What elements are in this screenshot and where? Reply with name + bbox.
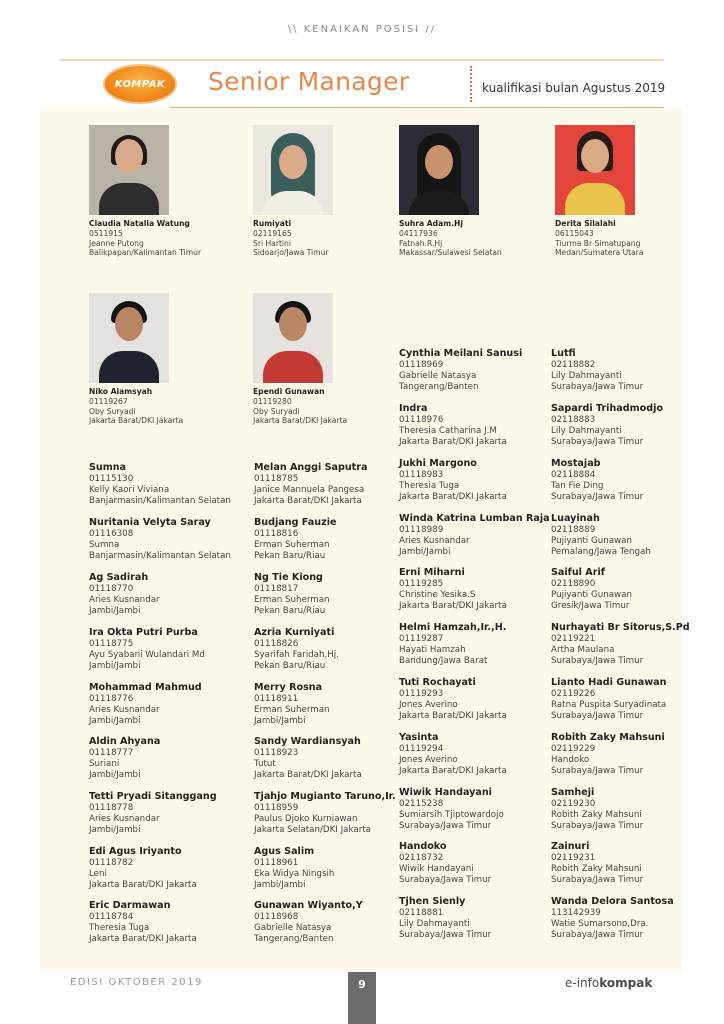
member-sponsor: Wiwik Handayani xyxy=(399,863,474,874)
member-entry xyxy=(551,622,716,667)
member-sponsor: Erman Suherman xyxy=(254,594,330,605)
member-location: Surabaya/Jawa Timur xyxy=(551,874,644,885)
member-id: 01118983 xyxy=(399,469,444,480)
member-location: Surabaya/Jawa Timur xyxy=(399,874,492,885)
member-sponsor: Aries Kusnandar xyxy=(399,535,470,546)
member-location: Bandung/Jawa Barat xyxy=(399,655,488,666)
member-name: Luayinah xyxy=(551,513,600,524)
member-name: Ng Tie Kiong xyxy=(254,572,323,583)
profile-photo xyxy=(89,125,169,215)
member-entry xyxy=(551,787,716,832)
member-sponsor: Leni xyxy=(89,868,107,879)
member-location: Surabaya/Jawa Timur xyxy=(551,820,644,831)
member-entry xyxy=(89,517,254,562)
member-sponsor: Lily Dahmayanti xyxy=(399,918,470,929)
member-location: Jambi/Jambi xyxy=(89,660,141,671)
member-sponsor: Handoko xyxy=(551,754,590,765)
member-location: Jakarta Barat/DKI Jakarta xyxy=(399,765,507,776)
member-id: 01118817 xyxy=(254,583,299,594)
member-name: Robith Zaky Mahsuni xyxy=(551,732,665,743)
member-sponsor: Ratna Puspita Suryadinata xyxy=(551,699,667,710)
brand-footer xyxy=(565,976,652,990)
member-location: Surabaya/Jawa Timur xyxy=(551,436,644,447)
member-sponsor: Christine Yesika.S xyxy=(399,589,476,600)
member-name: Sapardi Trihadmodjo xyxy=(551,403,663,414)
member-entry xyxy=(254,682,419,727)
member-sponsor: Tutut xyxy=(254,758,276,769)
member-entry xyxy=(399,458,564,503)
page-title: Senior Manager xyxy=(208,67,410,96)
member-name: Indra xyxy=(399,403,428,414)
member-entry xyxy=(551,567,716,612)
profile-id: 01119267 xyxy=(89,397,128,406)
member-location: Tangerang/Banten xyxy=(254,933,334,944)
member-sponsor: Lily Dahmayanti xyxy=(551,370,622,381)
member-sponsor: Gabrielle Natasya xyxy=(254,922,332,933)
kompak-logo xyxy=(103,64,177,104)
member-entry xyxy=(551,513,716,558)
member-location: Jakarta Barat/DKI Jakarta xyxy=(254,769,362,780)
member-sponsor: Sumna xyxy=(89,539,120,550)
member-entry xyxy=(399,513,564,558)
member-location: Surabaya/Jawa Timur xyxy=(551,381,644,392)
member-id: 01118969 xyxy=(399,359,444,370)
member-location: Jambi/Jambi xyxy=(89,769,141,780)
member-location: Pekan Baru/Riau xyxy=(254,660,326,671)
member-entry xyxy=(399,567,564,612)
member-location: Jakarta Barat/DKI Jakarta xyxy=(89,879,197,890)
member-id: 01119294 xyxy=(399,743,444,754)
member-id: 01118989 xyxy=(399,524,444,535)
member-name: Wanda Delora Santosa xyxy=(551,896,674,907)
member-location: Surabaya/Jawa Timur xyxy=(399,820,492,831)
member-entry xyxy=(399,896,564,941)
member-entry xyxy=(551,458,716,503)
member-entry xyxy=(89,627,254,672)
member-location: Tangerang/Banten xyxy=(399,381,479,392)
profile-photo xyxy=(555,125,635,215)
member-sponsor: Watie Sumarsono,Dra. xyxy=(551,918,649,929)
member-sponsor: Robith Zaky Mahsuni xyxy=(551,863,642,874)
member-name: Helmi Hamzah,Ir.,H. xyxy=(399,622,507,633)
member-name: Agus Salim xyxy=(254,846,315,857)
member-sponsor: Theresia Catharina J.M xyxy=(399,425,497,436)
member-id: 01118816 xyxy=(254,528,299,539)
member-id: 01119285 xyxy=(399,578,444,589)
member-name: Eric Darmawan xyxy=(89,900,171,911)
profile-name: Claudia Natalia Watung xyxy=(89,219,190,228)
member-name: Jukhi Margono xyxy=(399,458,477,469)
member-location: Surabaya/Jawa Timur xyxy=(551,765,644,776)
member-location: Surabaya/Jawa Timur xyxy=(551,655,644,666)
member-entry xyxy=(254,572,419,617)
profile-id: 04117936 xyxy=(399,229,438,238)
member-id: 01118785 xyxy=(254,473,299,484)
member-name: Wiwik Handayani xyxy=(399,787,492,798)
profile-name: Ependi Gunawan xyxy=(253,387,325,396)
member-sponsor: Theresia Tuga xyxy=(89,922,150,933)
profile-photo xyxy=(399,125,479,215)
profile-id: 0511915 xyxy=(89,229,123,238)
profile-location: Sidoarjo/Jawa Timur xyxy=(253,248,329,258)
brand-prefix: e-info xyxy=(565,976,600,990)
member-id: 01118923 xyxy=(254,747,299,758)
member-id: 01118911 xyxy=(254,693,299,704)
member-id: 01118775 xyxy=(89,638,134,649)
profile-name: Suhra Adam.Hj xyxy=(399,219,463,228)
member-name: Mostajab xyxy=(551,458,601,469)
featured-profile xyxy=(89,293,239,426)
member-location: Jakarta Barat/DKI Jakarta xyxy=(399,600,507,611)
member-entry xyxy=(399,403,564,448)
member-location: Jambi/Jambi xyxy=(89,824,141,835)
member-id: 02118732 xyxy=(399,852,444,863)
member-location: Jakarta Barat/DKI Jakarta xyxy=(399,710,507,721)
member-name: Tuti Rochayati xyxy=(399,677,476,688)
member-name: Gunawan Wiyanto,Y xyxy=(254,900,363,911)
member-id: 01118976 xyxy=(399,414,444,425)
profile-sponsor: Fatnah.R.Hj xyxy=(399,238,443,248)
member-location: Banjarmasin/Kalimantan Selatan xyxy=(89,495,231,506)
member-entry xyxy=(254,900,419,945)
profile-name: Rumiyati xyxy=(253,219,292,228)
member-entry xyxy=(551,841,716,886)
member-location: Jakarta Barat/DKI Jakarta xyxy=(399,491,507,502)
member-name: Mohammad Mahmud xyxy=(89,682,202,693)
member-sponsor: Pujiyanti Gunawan xyxy=(551,589,632,600)
member-sponsor: Sumiarsih Tjiptowardojo xyxy=(399,809,504,820)
profile-photo xyxy=(253,125,333,215)
member-sponsor: Aries Kusnandar xyxy=(89,594,160,605)
profile-location: Makassar/Sulawesi Selatan xyxy=(399,248,502,258)
member-name: Budjang Fauzie xyxy=(254,517,337,528)
logo-text: KOMPAK xyxy=(114,78,166,90)
member-name: Sumna xyxy=(89,462,127,473)
member-entry xyxy=(399,622,564,667)
header-top-rule xyxy=(60,59,664,61)
featured-profile xyxy=(555,125,705,258)
member-name: Tetti Pryadi Sitanggang xyxy=(89,791,217,802)
member-entry xyxy=(89,736,254,781)
member-id: 02119230 xyxy=(551,798,596,809)
member-location: Pekan Baru/Riau xyxy=(254,605,326,616)
member-id: 02119231 xyxy=(551,852,596,863)
member-id: 01118826 xyxy=(254,638,299,649)
member-sponsor: Jones Averino xyxy=(399,699,458,710)
profile-id: 01119280 xyxy=(253,397,292,406)
title-divider xyxy=(470,66,472,102)
member-entry xyxy=(89,682,254,727)
member-id: 01118961 xyxy=(254,857,299,868)
member-location: Jambi/Jambi xyxy=(254,879,306,890)
member-entry xyxy=(89,900,254,945)
member-location: Banjarmasin/Kalimantan Selatan xyxy=(89,550,231,561)
member-sponsor: Artha Maulana xyxy=(551,644,615,655)
profile-id: 06115043 xyxy=(555,229,594,238)
member-sponsor: Erman Suherman xyxy=(254,539,330,550)
member-entry xyxy=(551,403,716,448)
qualification-subtitle: kualifikasi bulan Agustus 2019 xyxy=(482,81,666,95)
member-name: Tjhen Sienly xyxy=(399,896,466,907)
member-name: Melan Anggi Saputra xyxy=(254,462,368,473)
profile-location: Medan/Sumatera Utara xyxy=(555,248,644,258)
profile-name: Niko Alamsyah xyxy=(89,387,153,396)
member-location: Gresik/Jawa Timur xyxy=(551,600,630,611)
member-sponsor: Aries Kusnandar xyxy=(89,704,160,715)
member-sponsor: Suriani xyxy=(89,758,120,769)
section-tag: \\ KENAIKAN POSISI // xyxy=(287,24,437,35)
member-entry xyxy=(254,517,419,562)
featured-profile xyxy=(253,293,403,426)
member-name: Tjahjo Mugianto Taruno,Ir. xyxy=(254,791,396,802)
profile-sponsor: Sri Hartini xyxy=(253,238,291,248)
member-id: 02115238 xyxy=(399,798,444,809)
member-entry xyxy=(399,677,564,722)
member-sponsor: Pujiyanti Gunawan xyxy=(551,535,632,546)
member-entry xyxy=(254,736,419,781)
member-sponsor: Lily Dahmayanti xyxy=(551,425,622,436)
member-location: Pekan Baru/Riau xyxy=(254,550,326,561)
member-id: 02118881 xyxy=(399,907,444,918)
page-number: 9 xyxy=(358,978,366,991)
member-id: 01116308 xyxy=(89,528,134,539)
profile-location: Jakarta Barat/DKI Jakarta xyxy=(89,416,184,426)
member-location: Jambi/Jambi xyxy=(254,715,306,726)
edition-label: EDISI OKTOBER 2019 xyxy=(70,977,203,988)
member-name: Yasinta xyxy=(399,732,439,743)
member-id: 01118784 xyxy=(89,911,134,922)
member-id: 02118890 xyxy=(551,578,596,589)
member-entry xyxy=(89,791,254,836)
featured-profile xyxy=(89,125,239,258)
member-entry xyxy=(89,846,254,891)
member-entry xyxy=(399,787,564,832)
member-entry xyxy=(254,846,419,891)
profile-sponsor: Oby Suryadi xyxy=(89,406,136,416)
member-entry xyxy=(551,732,716,777)
member-name: Merry Rosna xyxy=(254,682,323,693)
member-location: Surabaya/Jawa Timur xyxy=(551,491,644,502)
member-sponsor: Janice Mannuela Pangesa xyxy=(254,484,365,495)
member-id: 01118968 xyxy=(254,911,299,922)
member-location: Jakarta Barat/DKI Jakarta xyxy=(89,933,197,944)
member-name: Nuritania Velyta Saray xyxy=(89,517,211,528)
member-location: Jambi/Jambi xyxy=(399,546,451,557)
featured-profile xyxy=(399,125,549,258)
member-sponsor: Ayu Syabani Wulandari Md xyxy=(89,649,205,660)
member-name: Nurhayati Br Sitorus,S.Pd xyxy=(551,622,690,633)
member-id: 01119287 xyxy=(399,633,444,644)
member-location: Jambi/Jambi xyxy=(89,715,141,726)
member-id: 02118882 xyxy=(551,359,596,370)
member-name: Azria Kurniyati xyxy=(254,627,335,638)
member-name: Lutfi xyxy=(551,348,576,359)
member-id: 02118884 xyxy=(551,469,596,480)
profile-id: 02119165 xyxy=(253,229,292,238)
member-id: 02119221 xyxy=(551,633,596,644)
member-entry xyxy=(254,462,419,507)
profile-sponsor: Oby Suryadi xyxy=(253,406,300,416)
member-sponsor: Jones Averino xyxy=(399,754,458,765)
member-location: Jakarta Barat/DKI Jakarta xyxy=(399,436,507,447)
member-entry xyxy=(551,896,716,941)
member-sponsor: Gabrielle Natasya xyxy=(399,370,477,381)
member-entry xyxy=(551,677,716,722)
member-location: Jakarta Selatan/DKI Jakarta xyxy=(254,824,372,835)
member-id: 01118777 xyxy=(89,747,134,758)
member-id: 01118959 xyxy=(254,802,299,813)
member-sponsor: Eka Widya Ningsih xyxy=(254,868,335,879)
member-sponsor: Hayati Hamzah xyxy=(399,644,466,655)
member-name: Cynthia Meilani Sanusi xyxy=(399,348,523,359)
featured-profile xyxy=(253,125,403,258)
member-name: Lianto Hadi Gunawan xyxy=(551,677,667,688)
member-id: 113142939 xyxy=(551,907,601,918)
member-id: 01118782 xyxy=(89,857,134,868)
member-name: Winda Katrina Lumban Raja xyxy=(399,513,550,524)
member-sponsor: Paulus Djoko Kurniawan xyxy=(254,813,358,824)
member-id: 02118889 xyxy=(551,524,596,535)
member-name: Samheji xyxy=(551,787,595,798)
member-entry xyxy=(399,732,564,777)
profile-sponsor: Jeanne Putong xyxy=(89,238,144,248)
member-sponsor: Robith Zaky Mahsuni xyxy=(551,809,642,820)
profile-photo xyxy=(253,293,333,383)
member-entry xyxy=(254,791,419,836)
member-id: 02118883 xyxy=(551,414,596,425)
member-id: 02119229 xyxy=(551,743,596,754)
member-sponsor: Aries Kusnandar xyxy=(89,813,160,824)
member-entry xyxy=(399,841,564,886)
member-sponsor: Syarifah Faridah,Hj. xyxy=(254,649,339,660)
member-name: Saiful Arif xyxy=(551,567,605,578)
member-location: Jambi/Jambi xyxy=(89,605,141,616)
member-name: Erni Miharni xyxy=(399,567,465,578)
member-sponsor: Tan Fie Ding xyxy=(551,480,604,491)
member-name: Edi Agus Iriyanto xyxy=(89,846,182,857)
member-location: Surabaya/Jawa Timur xyxy=(399,929,492,940)
member-entry xyxy=(89,462,254,507)
member-id: 01119293 xyxy=(399,688,444,699)
member-entry xyxy=(399,348,564,393)
member-sponsor: Erman Suherman xyxy=(254,704,330,715)
member-name: Zainuri xyxy=(551,841,590,852)
member-entry xyxy=(551,348,716,393)
member-id: 01118770 xyxy=(89,583,134,594)
profile-name: Derita Silalahi xyxy=(555,219,616,228)
member-id: 01118778 xyxy=(89,802,134,813)
member-location: Jakarta Barat/DKI Jakarta xyxy=(254,495,362,506)
profile-photo xyxy=(89,293,169,383)
member-entry xyxy=(254,627,419,672)
member-name: Ag Sadirah xyxy=(89,572,149,583)
member-location: Surabaya/Jawa Timur xyxy=(551,710,644,721)
profile-location: Balikpapan/Kalimantan Timur xyxy=(89,248,202,258)
member-entry xyxy=(89,572,254,617)
member-location: Surabaya/Jawa Timur xyxy=(551,929,644,940)
member-id: 02119226 xyxy=(551,688,596,699)
member-name: Sandy Wardiansyah xyxy=(254,736,361,747)
member-id: 01118776 xyxy=(89,693,134,704)
member-sponsor: Theresia Tuga xyxy=(399,480,460,491)
profile-sponsor: Tiurma Br Simatupang xyxy=(555,238,641,248)
member-name: Handoko xyxy=(399,841,447,852)
profile-location: Jakarta Barat/DKI Jakarta xyxy=(253,416,348,426)
member-location: Pemalang/Jawa Tengah xyxy=(551,546,651,557)
member-name: Ira Okta Putri Purba xyxy=(89,627,198,638)
brand-suffix: kompak xyxy=(599,976,653,990)
member-sponsor: Kelly Kaori Viviana xyxy=(89,484,170,495)
member-id: 01115130 xyxy=(89,473,134,484)
member-name: Aldin Ahyana xyxy=(89,736,161,747)
